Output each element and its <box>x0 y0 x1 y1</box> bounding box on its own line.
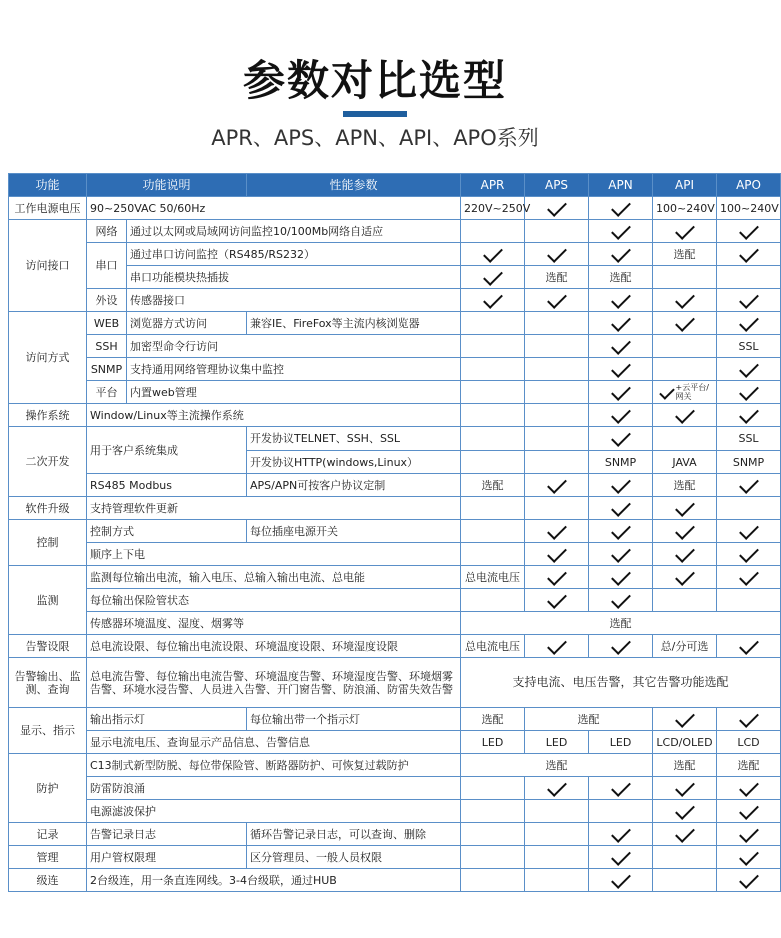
api-cell <box>653 800 717 823</box>
header-params: 性能参数 <box>247 174 461 197</box>
check-icon <box>547 777 567 797</box>
apo-cell <box>717 497 781 520</box>
apn-cell <box>589 312 653 335</box>
aps-cell <box>525 520 589 543</box>
check-icon <box>611 635 631 655</box>
aps-cell <box>525 381 589 404</box>
apn-cell <box>589 777 653 800</box>
table-row <box>9 731 781 754</box>
header-api: API <box>653 174 717 197</box>
check-icon <box>611 197 631 217</box>
check-icon <box>739 869 759 889</box>
check-icon <box>739 823 759 843</box>
apr-cell <box>461 451 525 474</box>
apo-cell: SSL <box>717 335 781 358</box>
check-icon <box>611 427 631 447</box>
check-icon <box>611 777 631 797</box>
header-desc: 功能说明 <box>87 174 247 197</box>
apr-cell <box>461 823 525 846</box>
desc-cell: 防雷防浪涌 <box>87 777 461 800</box>
aps-cell <box>525 427 589 451</box>
param-cell: 每位插座电源开关 <box>247 520 461 543</box>
api-cell: LCD/OLED <box>653 731 717 754</box>
api-cell <box>653 381 717 404</box>
aps-cell <box>525 543 589 566</box>
desc-cell: 串口功能模块热插拔 <box>127 266 461 289</box>
apr-cell <box>461 800 525 823</box>
check-icon <box>675 404 695 424</box>
apn-cell <box>589 800 653 823</box>
check-icon <box>739 404 759 424</box>
api-cell <box>653 289 717 312</box>
check-icon <box>483 289 503 309</box>
func-cell: 告警设限 <box>9 635 87 658</box>
apn-cell <box>589 497 653 520</box>
header-apr: APR <box>461 174 525 197</box>
desc-cell: 90~250VAC 50/60Hz <box>87 197 461 220</box>
apo-cell <box>717 566 781 589</box>
table-row <box>9 589 781 612</box>
table-row <box>9 312 781 335</box>
check-icon <box>611 869 631 889</box>
apo-cell <box>717 220 781 243</box>
check-icon <box>739 800 759 820</box>
check-icon <box>739 243 759 263</box>
api-cell <box>653 427 717 451</box>
apr-cell <box>461 520 525 543</box>
api-cell: 总/分可选 <box>653 635 717 658</box>
desc-cell: 顺序上下电 <box>87 543 461 566</box>
header-aps: APS <box>525 174 589 197</box>
alarm-note: 支持电流、电压告警，其它告警功能选配 <box>461 658 781 708</box>
func-cell: 防护 <box>9 754 87 823</box>
desc-cell: 电源滤波保护 <box>87 800 461 823</box>
table-row <box>9 869 781 892</box>
aps-cell <box>525 404 589 427</box>
aps-cell: 选配 <box>525 266 589 289</box>
apo-cell <box>717 589 781 612</box>
api-cell <box>653 777 717 800</box>
apr-cell: 总电流电压 <box>461 566 525 589</box>
aps-cell <box>525 358 589 381</box>
apo-cell <box>717 777 781 800</box>
func-cell: 监测 <box>9 566 87 635</box>
api-cell: 选配 <box>653 243 717 266</box>
desc-cell: 通过以太网或局域网访问监控10/100Mb网络自适应 <box>127 220 461 243</box>
table-row <box>9 220 781 243</box>
aps-apn-cell: 选配 <box>525 708 653 731</box>
apr-cell: 总电流电压 <box>461 635 525 658</box>
check-icon <box>611 404 631 424</box>
api-cell <box>653 335 717 358</box>
api-cell <box>653 266 717 289</box>
table-row <box>9 800 781 823</box>
apo-cell <box>717 543 781 566</box>
cloud-platform-note: +云平台/网关 <box>675 383 709 401</box>
check-icon <box>611 381 631 401</box>
apr-cell <box>461 358 525 381</box>
apo-cell: SNMP <box>717 451 781 474</box>
check-icon <box>547 520 567 540</box>
desc-cell: 用于客户系统集成 <box>87 427 247 474</box>
table-row <box>9 612 781 635</box>
apr-cell <box>461 846 525 869</box>
aps-cell <box>525 474 589 497</box>
check-icon <box>739 566 759 586</box>
check-icon <box>675 823 695 843</box>
check-icon <box>739 708 759 728</box>
api-cell <box>653 589 717 612</box>
apn-cell <box>589 543 653 566</box>
param-cell: 开发协议TELNET、SSH、SSL <box>247 427 461 451</box>
api-cell <box>653 823 717 846</box>
check-icon <box>739 520 759 540</box>
func-cell: 二次开发 <box>9 427 87 497</box>
apr-cell: 选配 <box>461 708 525 731</box>
aps-cell <box>525 451 589 474</box>
apo-cell <box>717 823 781 846</box>
check-icon <box>611 243 631 263</box>
header-func: 功能 <box>9 174 87 197</box>
apr-cell <box>461 497 525 520</box>
apr-cell <box>461 427 525 451</box>
apn-cell <box>589 289 653 312</box>
desc-cell: 传感器接口 <box>127 289 461 312</box>
apo-cell <box>717 520 781 543</box>
apr-cell <box>461 589 525 612</box>
table-row <box>9 497 781 520</box>
check-icon <box>611 335 631 355</box>
title-underline <box>343 111 407 117</box>
apn-cell: LED <box>589 731 653 754</box>
param-cell: APS/APN可按客户协议定制 <box>247 474 461 497</box>
aps-cell <box>525 243 589 266</box>
func-cell: 工作电源电压 <box>9 197 87 220</box>
apo-cell <box>717 846 781 869</box>
check-icon <box>611 312 631 332</box>
api-cell: 100~240V <box>653 197 717 220</box>
param-cell: 每位输出带一个指示灯 <box>247 708 461 731</box>
func-cell: 操作系统 <box>9 404 87 427</box>
apn-cell <box>589 358 653 381</box>
sub-label: 网络 <box>87 220 127 243</box>
desc-cell: 总电流告警、每位输出电流告警、环境温度告警、环境湿度告警、环境烟雾告警、环境水浸告警、人员进入告警、开门窗告警、防浪涌、防雷失效告警 <box>87 658 461 708</box>
desc-cell: 通过串口访问监控（RS485/RS232） <box>127 243 461 266</box>
check-icon <box>675 708 695 728</box>
check-icon <box>739 635 759 655</box>
table-row <box>9 335 781 358</box>
apr-cell <box>461 289 525 312</box>
check-icon <box>611 358 631 378</box>
table-row <box>9 708 781 731</box>
apo-cell <box>717 381 781 404</box>
header-apo: APO <box>717 174 781 197</box>
apr-cell: LED <box>461 731 525 754</box>
apo-cell <box>717 800 781 823</box>
check-icon <box>675 566 695 586</box>
check-icon <box>739 474 759 494</box>
apr-cell <box>461 312 525 335</box>
api-cell <box>653 220 717 243</box>
table-row <box>9 520 781 543</box>
table-row <box>9 777 781 800</box>
table-row <box>9 289 781 312</box>
apo-cell <box>717 635 781 658</box>
check-icon <box>675 800 695 820</box>
check-icon <box>739 846 759 866</box>
desc-cell: RS485 Modbus <box>87 474 247 497</box>
table-row <box>9 243 781 266</box>
desc-cell: 显示电流电压、查询显示产品信息、告警信息 <box>87 731 461 754</box>
desc-cell: 控制方式 <box>87 520 247 543</box>
apr-cell <box>461 404 525 427</box>
check-icon <box>611 589 631 609</box>
apo-cell <box>717 474 781 497</box>
api-cell <box>653 358 717 381</box>
api-cell <box>653 846 717 869</box>
func-cell: 显示、指示 <box>9 708 87 754</box>
table-row <box>9 635 781 658</box>
api-cell <box>653 404 717 427</box>
desc-cell: 告警记录日志 <box>87 823 247 846</box>
apn-cell <box>589 566 653 589</box>
apn-cell <box>589 404 653 427</box>
apn-cell <box>589 589 653 612</box>
table-row <box>9 404 781 427</box>
aps-cell <box>525 589 589 612</box>
param-cell: 开发协议HTTP(windows,Linux） <box>247 451 461 474</box>
sub-label: 平台 <box>87 381 127 404</box>
check-icon <box>675 497 695 517</box>
check-icon <box>675 520 695 540</box>
api-cell: JAVA <box>653 451 717 474</box>
check-icon <box>659 384 675 400</box>
func-cell: 访问方式 <box>9 312 87 404</box>
aps-cell <box>525 846 589 869</box>
page-subtitle: APR、APS、APN、API、APO系列 <box>211 126 539 150</box>
comparison-table <box>8 173 781 892</box>
api-cell <box>653 520 717 543</box>
desc-cell: 总电流设限、每位输出电流设限、环境温度设限、环境湿度设限 <box>87 635 461 658</box>
aps-cell <box>525 566 589 589</box>
api-cell: 选配 <box>653 474 717 497</box>
check-icon <box>547 289 567 309</box>
table-row <box>9 427 781 451</box>
aps-cell <box>525 197 589 220</box>
desc-cell: 用户管权限理 <box>87 846 247 869</box>
apo-cell: LCD <box>717 731 781 754</box>
func-cell: 记录 <box>9 823 87 846</box>
desc-cell: 2台级连，用一条直连网线。3-4台级联，通过HUB <box>87 869 461 892</box>
check-icon <box>547 543 567 563</box>
desc-cell: Window/Linux等主流操作系统 <box>87 404 461 427</box>
apn-cell <box>589 635 653 658</box>
check-icon <box>739 358 759 378</box>
sub-label: SNMP <box>87 358 127 381</box>
func-cell: 级连 <box>9 869 87 892</box>
apo-cell <box>717 312 781 335</box>
check-icon <box>739 543 759 563</box>
apn-cell <box>589 427 653 451</box>
check-icon <box>547 589 567 609</box>
aps-cell <box>525 823 589 846</box>
apo-cell <box>717 869 781 892</box>
table-row <box>9 823 781 846</box>
apn-cell <box>589 474 653 497</box>
sub-label: 外设 <box>87 289 127 312</box>
func-cell: 管理 <box>9 846 87 869</box>
desc-cell: C13制式新型防脱、每位带保险管、断路器防护、可恢复过载防护 <box>87 754 461 777</box>
check-icon <box>611 520 631 540</box>
check-icon <box>739 777 759 797</box>
table-row <box>9 846 781 869</box>
func-cell: 控制 <box>9 520 87 566</box>
apr-cell <box>461 266 525 289</box>
apo-cell <box>717 404 781 427</box>
desc-cell: 内置web管理 <box>127 381 461 404</box>
apn-cell <box>589 823 653 846</box>
apn-cell: SNMP <box>589 451 653 474</box>
optional-cell: 选配 <box>461 612 781 635</box>
check-icon <box>611 566 631 586</box>
func-cell: 软件升级 <box>9 497 87 520</box>
table-header <box>9 174 781 197</box>
aps-cell <box>525 220 589 243</box>
aps-cell <box>525 312 589 335</box>
check-icon <box>547 197 567 217</box>
sub-label: WEB <box>87 312 127 335</box>
check-icon <box>547 635 567 655</box>
check-icon <box>611 289 631 309</box>
aps-cell <box>525 335 589 358</box>
apo-cell <box>717 358 781 381</box>
aps-cell <box>525 869 589 892</box>
func-cell: 告警输出、监测、查询 <box>9 658 87 708</box>
aps-cell <box>525 635 589 658</box>
table-row <box>9 381 781 404</box>
apo-cell: 选配 <box>717 754 781 777</box>
check-icon <box>611 220 631 240</box>
header-apn: APN <box>589 174 653 197</box>
api-cell <box>653 566 717 589</box>
apo-cell <box>717 289 781 312</box>
apr-cell: 选配 <box>461 474 525 497</box>
aps-cell <box>525 800 589 823</box>
api-cell: 选配 <box>653 754 717 777</box>
sub-label: SSH <box>87 335 127 358</box>
table-row <box>9 658 781 708</box>
check-icon <box>611 497 631 517</box>
check-icon <box>611 823 631 843</box>
apr-cell <box>461 243 525 266</box>
apn-cell <box>589 197 653 220</box>
desc-cell: 每位输出保险管状态 <box>87 589 461 612</box>
check-icon <box>739 312 759 332</box>
api-cell <box>653 543 717 566</box>
table-row <box>9 543 781 566</box>
table-row <box>9 566 781 589</box>
param-cell: 兼容IE、FireFox等主流内核浏览器 <box>247 312 461 335</box>
apo-cell: SSL <box>717 427 781 451</box>
apr-cell <box>461 335 525 358</box>
apn-cell <box>589 846 653 869</box>
check-icon <box>739 289 759 309</box>
apn-cell: 选配 <box>589 266 653 289</box>
check-icon <box>483 266 503 286</box>
api-cell <box>653 497 717 520</box>
aps-cell <box>525 289 589 312</box>
apr-cell <box>461 777 525 800</box>
apr-cell <box>461 381 525 404</box>
check-icon <box>739 381 759 401</box>
apr-cell <box>461 869 525 892</box>
api-cell <box>653 869 717 892</box>
param-cell: 区分管理员、一般人员权限 <box>247 846 461 869</box>
func-cell: 访问接口 <box>9 220 87 312</box>
table-row <box>9 474 781 497</box>
apr-cell <box>461 220 525 243</box>
check-icon <box>675 777 695 797</box>
apn-cell <box>589 220 653 243</box>
check-icon <box>675 220 695 240</box>
desc-cell: 加密型命令行访问 <box>127 335 461 358</box>
apn-cell <box>589 869 653 892</box>
check-icon <box>483 243 503 263</box>
desc-cell: 传感器环境温度、湿度、烟雾等 <box>87 612 461 635</box>
check-icon <box>547 474 567 494</box>
apo-cell <box>717 708 781 731</box>
check-icon <box>739 220 759 240</box>
apr-apn-cell: 选配 <box>461 754 653 777</box>
desc-cell: 浏览器方式访问 <box>127 312 247 335</box>
check-icon <box>675 289 695 309</box>
table-row <box>9 197 781 220</box>
apn-cell <box>589 243 653 266</box>
apo-cell <box>717 243 781 266</box>
aps-cell <box>525 497 589 520</box>
table-row <box>9 754 781 777</box>
check-icon <box>611 474 631 494</box>
apo-cell: 100~240V <box>717 197 781 220</box>
apr-cell: 220V~250V <box>461 197 525 220</box>
sub-label: 串口 <box>87 243 127 289</box>
apo-cell <box>717 266 781 289</box>
check-icon <box>611 846 631 866</box>
desc-cell: 监测每位输出电流，输入电压、总输入输出电流、总电能 <box>87 566 461 589</box>
desc-cell: 支持通用网络管理协议集中监控 <box>127 358 461 381</box>
check-icon <box>611 543 631 563</box>
api-cell <box>653 708 717 731</box>
check-icon <box>675 543 695 563</box>
param-cell: 循环告警记录日志，可以查询、删除 <box>247 823 461 846</box>
aps-cell: LED <box>525 731 589 754</box>
aps-cell <box>525 777 589 800</box>
check-icon <box>547 566 567 586</box>
apn-cell <box>589 335 653 358</box>
page-title: 参数对比选型 <box>242 56 507 105</box>
table-row <box>9 358 781 381</box>
apn-cell <box>589 520 653 543</box>
desc-cell: 支持管理软件更新 <box>87 497 461 520</box>
check-icon <box>547 243 567 263</box>
api-cell <box>653 312 717 335</box>
apn-cell <box>589 381 653 404</box>
apr-cell <box>461 543 525 566</box>
check-icon <box>675 312 695 332</box>
desc-cell: 输出指示灯 <box>87 708 247 731</box>
